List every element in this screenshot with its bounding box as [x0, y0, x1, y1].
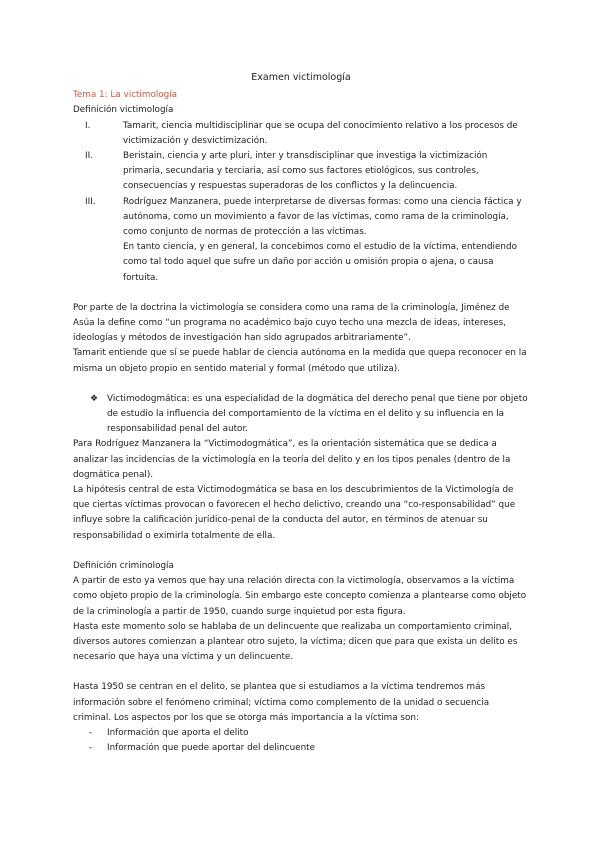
paragraph: Hasta este momento solo se hablaba de un delincuente que realizaba un comportamiento criminal, diversos autores comienzan a plantear otro sujeto, la víctima; dicen que para que exista un delito es necesario que haya una víctima y un delincuente. — [73, 621, 518, 663]
diamond-bullet-icon: ❖ — [90, 393, 99, 404]
spacer — [73, 286, 529, 301]
list-item — [73, 741, 529, 756]
bullet-item — [73, 392, 529, 438]
paragraph: Para Rodríguez Manzanera la “Victimodogmática”, es la orientación sistemática que se dedica a analizar las incidencias de la victimología en la teoría del delito y en los tipos penales (dentro de la dogmática penal). — [73, 439, 511, 480]
paragraph: Hasta 1950 se centran en el delito, se plantea que si estudiamos a la víctima tendremos más información sobre el fenómeno criminal; víctima como complemento de la unidad o secuencia criminal. Los aspectos por los que se otorga más importancia a la víctima son: — [73, 682, 490, 723]
definitions-list — [73, 119, 529, 286]
bullet-text: Victimodogmática: es una especialidad de la dogmática del derecho penal que tiene por objeto de estudio la influencia del comportamiento de la víctima en el delito y su influencia en la responsabilidad penal del autor. — [107, 393, 528, 435]
paragraph: Tamarit entiende que sí se puede hablar de ciencia autónoma en la medida que quepa reconocer en la misma un objeto propio en sentido material y formal (método que utiliza). — [73, 348, 527, 374]
list-item — [73, 726, 529, 741]
spacer — [73, 544, 529, 559]
definition-extra-text: En tanto ciencia, y en general, la concebimos como el estudio de la víctima, entendiendo como tal todo aquel que sufre un daño por acción u omisión propia o ajena, o causa fortuita. — [123, 242, 517, 283]
topic-heading: Tema 1: La victimología — [73, 90, 178, 101]
definition-text: Rodríguez Manzanera, puede interpretarse de diversas formas: como una ciencia fáctica y autónoma, como un movimiento a favor de las víctimas, como rama de la criminología, como conjunto de normas de protección a las víctimas. — [123, 196, 522, 238]
spacer — [73, 377, 529, 392]
definition-item — [73, 149, 529, 195]
list-number: I. — [85, 120, 91, 131]
paragraph: Por parte de la doctrina la victimología se considera como una rama de la criminología, Jiménez de Asúa la define como “un programa no académico bajo cuyo techo una mezcla de ideas, intereses, ideologías y métodos de investigación han sido agrupados arbitrariamente”. — [73, 302, 510, 344]
document-title: Examen victimología — [251, 72, 351, 83]
spacer — [73, 665, 529, 680]
list-number: III. — [85, 196, 96, 207]
section-heading-victimology: Definición victimología — [73, 105, 174, 116]
list-number: II. — [85, 151, 93, 162]
list-item-text: Información que puede aportar del delincuente — [107, 743, 316, 754]
definition-text: Beristain, ciencia y arte pluri, inter y transdisciplinar que investiga la victimización primaria, secundaria y terciaria, así como sus factores etiológicos, sus controles, consecuencias y respuestas superadoras de los conflictos y la delincuencia. — [123, 151, 488, 192]
definition-item — [73, 119, 529, 149]
dash-bullet-icon: - — [89, 743, 93, 754]
definition-text: Tamarit, ciencia multidisciplinar que se ocupa del conocimiento relativo a los procesos de victimización y desvictimización. — [123, 120, 518, 146]
paragraph: A partir de esto ya vemos que hay una relación directa con la victimología, observamos a la víctima como objeto propio de la criminología. Sin embargo este concepto comienza a plantearse como objeto de la criminología a partir de 1950, cuando surge inquietud por esta figura. — [73, 576, 527, 617]
definition-item — [73, 195, 529, 286]
paragraph: La hipótesis central de esta Victimodogmática se basa en los descubrimientos de la Victimología de que ciertas víctimas provocan o favorecen el hecho delictivo, creando una “co-responsabilidad” que influye sobre la calificación jurídico-penal de la conducta del autor, en términos de atenuar su responsabilidad o eximirla totalmente de ella. — [73, 485, 516, 541]
dash-bullet-icon: - — [89, 727, 93, 738]
list-item-text: Información que aporta el delito — [107, 727, 249, 738]
dash-list — [73, 726, 529, 756]
document-body — [73, 70, 529, 756]
section-heading-criminology: Definición criminología — [73, 560, 174, 571]
